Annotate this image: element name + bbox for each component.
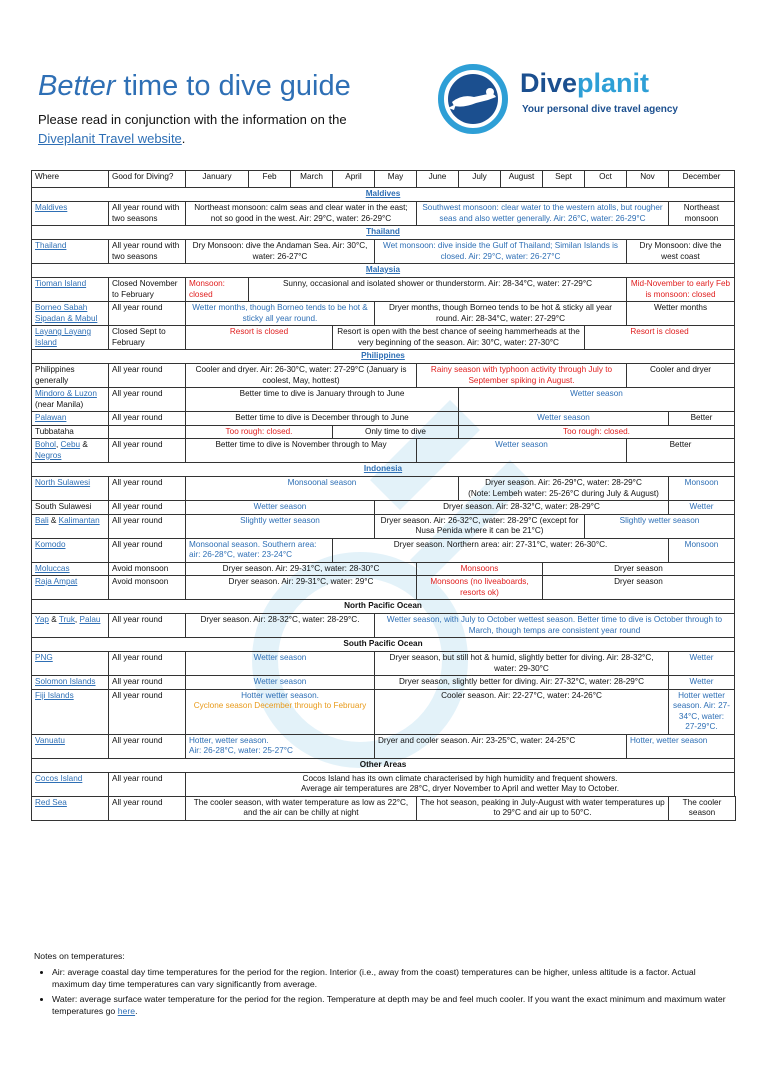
table-row: Cocos Island All year round Cocos Island has its own climate characterised by high humidity and frequent showers. Average air temperatures are 28°C, dryer November to April and wetter May to October.: [32, 772, 736, 796]
region-row: [32, 638, 736, 652]
column-header: Feb: [249, 171, 291, 188]
region-row: [32, 188, 736, 202]
table-row: Bohol, Cebu & Negros All year round Better time to dive is November through to May Wetter season Better: [32, 439, 736, 463]
where-link[interactable]: Sipadan & Mabul: [35, 313, 98, 323]
table-row: Tioman Island Closed November to February Monsoon: closed Sunny, occasional and isolated shower or thunderstorm. Air: 28-34°C, water: 27-29°C Mid-November to early Feb is monsoon: closed: [32, 278, 736, 302]
column-header: January: [186, 171, 249, 188]
column-header: Nov: [627, 171, 669, 188]
region-row: [32, 463, 736, 477]
note-air: • Air: average coastal day time temperatures for the period for the region. Interior (i.e., away from the coast) temperatures can be higher, unless altitude is a factor. Actual maximum day time temperatures can vary significantly from average.: [52, 966, 734, 990]
diver-logo-icon: [438, 64, 508, 134]
table-row: Tubbataha Too rough: closed. Only time to dive Too rough: closed.: [32, 425, 736, 439]
diveplanit-website-link[interactable]: Diveplanit Travel website: [38, 131, 182, 146]
column-header: Oct: [585, 171, 627, 188]
where-link[interactable]: Tioman Island: [32, 278, 109, 302]
where-link[interactable]: Solomon Islands: [32, 676, 109, 690]
where-link[interactable]: Raja Ampat: [32, 576, 109, 600]
where-link[interactable]: Fiji Islands: [32, 689, 109, 734]
notes-heading: Notes on temperatures:: [34, 951, 125, 961]
table-row: Raja Ampat Avoid monsoon Dryer season. Air: 29-31°C, water: 29°C Monsoons (no liveaboards, resorts ok) Dryer season: [32, 576, 736, 600]
table-row: Mindoro & Luzon (near Manila) All year round Better time to dive is January through to June Wetter season: [32, 388, 736, 412]
region-maldives-link[interactable]: Maldives: [32, 188, 735, 202]
region-row: [32, 758, 736, 772]
where-link[interactable]: Cocos Island: [32, 772, 109, 796]
dive-guide-table: [31, 170, 736, 821]
where-link[interactable]: PNG: [32, 652, 109, 676]
region-philippines-link[interactable]: Philippines: [32, 350, 735, 364]
page-header: [38, 70, 738, 160]
column-header: July: [459, 171, 501, 188]
region-row: [32, 350, 736, 364]
table-row: Thailand All year round with two seasons Dry Monsoon: dive the Andaman Sea. Air: 30°C, water: 26-27°C Wet monsoon: dive inside the Gulf of Thailand; Similan Islands is closed. Air: 29°C, water: 26-27°C Dry Monsoon: dive the west coast: [32, 240, 736, 264]
where-link[interactable]: Komodo: [32, 538, 109, 562]
table-row: Maldives All year round with two seasons Northeast monsoon: calm seas and clear water in the east; not so good in the west. Air: 29°C, water: 26-29°C Southwest monsoon: clear water to the western atolls, but rougher seas and also wetter generally. Air: 26°C, water: 26-29°C Northeast monsoon: [32, 202, 736, 226]
column-header: August: [501, 171, 543, 188]
column-header: Sept: [543, 171, 585, 188]
table-row: Moluccas Avoid monsoon Dryer season. Air: 29-31°C, water: 28-30°C Monsoons Dryer season: [32, 562, 736, 576]
where-link[interactable]: North Sulawesi: [32, 477, 109, 501]
where-link[interactable]: Yap: [35, 615, 49, 624]
table-row: North Sulawesi All year round Monsoonal season Dryer season. Air: 26-29°C, water: 28-29°C (Note: Lembeh water: 25-26°C during July & August) Monsoon: [32, 477, 736, 501]
water-temperatures-link[interactable]: here: [117, 1006, 136, 1016]
where-link[interactable]: Thailand: [32, 240, 109, 264]
column-header: Good for Diving?: [109, 171, 186, 188]
table-row: Fiji Islands All year round Hotter wetter season. Cyclone season December through to February Cooler season. Air: 22-27°C, water: 24-26°C Hotter wetter season. Air: 27-34°C, water: 27-29°C.: [32, 689, 736, 734]
region-row: [32, 226, 736, 240]
where-link[interactable]: Layang Layang Island: [32, 326, 109, 350]
note-water: • Water: average surface water temperature for the period for the region. Temperature at depth may be and feel much cooler. If you want the exact minimum and maximum water temperatures go here.: [52, 993, 734, 1017]
where-link[interactable]: Borneo Sabah: [35, 303, 88, 312]
region-south-pacific: South Pacific Ocean: [32, 638, 735, 652]
where-link[interactable]: Cebu: [60, 440, 81, 449]
notes-list: [52, 966, 734, 1017]
where-link[interactable]: Truk: [58, 615, 75, 624]
table-row: Layang Layang Island Closed Sept to February Resort is closed Resort is open with the best chance of seeing hammerheads at the very beginning of the season. Air: 30°C, water: 27-30°C Resort is closed: [32, 326, 736, 350]
where-link[interactable]: Negros: [35, 450, 62, 460]
table-row: South Sulawesi All year round Wetter season Dryer season. Air: 28-32°C, water: 28-29°C Wetter: [32, 501, 736, 515]
diveplanit-logo: [438, 64, 738, 134]
table-row: Philippines generally All year round Cooler and dryer. Air: 26-30°C, water: 27-29°C (January is coolest, May, hottest) Rainy season with typhoon activity through July to September spiking in August. Cooler and dryer: [32, 364, 736, 388]
table-row: Palawan All year round Better time to dive is December through to June Wetter season Better: [32, 412, 736, 426]
temperature-notes: [34, 950, 734, 1020]
where-link[interactable]: Bali: [35, 515, 49, 525]
logo-wordmark: Diveplanit: [520, 68, 650, 98]
where-link[interactable]: Palau: [79, 615, 101, 624]
column-header: May: [375, 171, 417, 188]
where-link[interactable]: Palawan: [32, 412, 109, 426]
logo-tagline: Your personal dive travel agency: [522, 104, 678, 115]
column-header: June: [417, 171, 459, 188]
where-link[interactable]: Vanuatu: [32, 734, 109, 758]
where-link[interactable]: Bohol: [35, 440, 56, 449]
region-north-pacific: North Pacific Ocean: [32, 600, 735, 614]
where-link[interactable]: Mindoro & Luzon: [35, 389, 97, 398]
table-row: Solomon Islands All year round Wetter season Dryer season, slightly better for diving. Air: 27-32°C, water: 28-29°C Wetter: [32, 676, 736, 690]
table-row: Bali & Kalimantan All year round Slightly wetter season Dryer season. Air: 26-32°C, water: 28-29°C (except for Nusa Penida where it can be 21°C) Slightly wetter season: [32, 514, 736, 538]
table-row: Borneo Sabah Sipadan & Mabul All year round Wetter months, though Borneo tends to be hot & sticky all year round. Dryer months, though Borneo tends to be hot & sticky all year round. Air: 28-34°C, water: 27-29°C Wetter months: [32, 302, 736, 326]
page-title: Better time to dive guide: [38, 70, 351, 102]
table-row: Red Sea All year round The cooler season, with water temperature as low as 22°C, and the air can be chilly at night The hot season, peaking in July-August with water temperatures up to 29°C and air up to 50°C. The cooler season: [32, 796, 736, 820]
region-malaysia-link[interactable]: Malaysia: [32, 264, 735, 278]
where-link[interactable]: Moluccas: [32, 562, 109, 576]
table-row: Vanuatu All year round Hotter, wetter season. Air: 26-28°C, water: 25-27°C Dryer and cooler season. Air: 23-25°C, water: 24-25°C Hotter, wetter season: [32, 734, 736, 758]
page-subtitle: Please read in conjunction with the information on the Diveplanit Travel website.: [38, 112, 347, 146]
table-row: Yap & Truk, Palau All year round Dryer season. Air: 28-32°C, water: 28-29°C. Wetter season, with July to October wettest season. Better time to dive is October through to March, though temps are consistent year round: [32, 614, 736, 638]
column-header: December: [669, 171, 735, 188]
where-link[interactable]: Red Sea: [32, 796, 109, 820]
column-header: Where: [32, 171, 109, 188]
region-indonesia-link[interactable]: Indonesia: [32, 463, 735, 477]
region-other-areas: Other Areas: [32, 758, 735, 772]
table-header-row: [32, 171, 736, 188]
region-row: [32, 264, 736, 278]
region-row: [32, 600, 736, 614]
column-header: April: [333, 171, 375, 188]
region-thailand-link[interactable]: Thailand: [32, 226, 735, 240]
where-link[interactable]: Kalimantan: [58, 515, 100, 525]
table-row: Komodo All year round Monsoonal season. Southern area: air: 26-28°C, water: 23-24°C Dryer season. Northern area: air: 27-31°C, water: 26-30°C. Monsoon: [32, 538, 736, 562]
column-header: March: [291, 171, 333, 188]
table-row: PNG All year round Wetter season Dryer season, but still hot & humid, slightly better for diving. Air: 28-32°C, water: 29-30°C Wetter: [32, 652, 736, 676]
where-link[interactable]: Maldives: [32, 202, 109, 226]
